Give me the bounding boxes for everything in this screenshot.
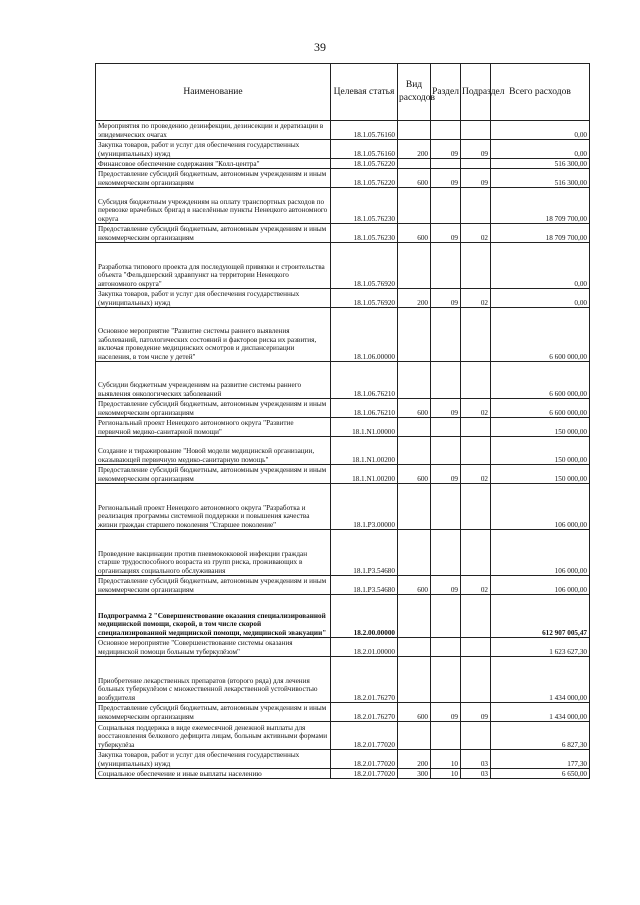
row-target-article-cell: 18.1.P3.54680 bbox=[331, 530, 398, 576]
row-name-cell: Закупка товаров, работ и услуг для обеспечения государственных (муниципальных) нужд bbox=[96, 750, 331, 769]
row-name-cell: Основное мероприятие "Совершенствование системы оказания медицинской помощи больным туберкулёзом" bbox=[96, 638, 331, 657]
table-row bbox=[96, 638, 590, 657]
row-section-cell bbox=[431, 188, 461, 224]
row-name-cell: Социальное обеспечение и иные выплаты населению bbox=[96, 769, 331, 779]
row-target-article-cell: 18.1.05.76220 bbox=[331, 159, 398, 169]
row-section-cell: 09 bbox=[431, 224, 461, 243]
row-section-cell: 09 bbox=[431, 289, 461, 308]
row-total-cell: 150 000,00 bbox=[491, 465, 590, 484]
table-row bbox=[96, 159, 590, 169]
table-row bbox=[96, 418, 590, 437]
row-section-cell: 09 bbox=[431, 140, 461, 159]
header-total: Всего расходов bbox=[491, 64, 590, 121]
row-expense-type-cell bbox=[398, 308, 431, 362]
table-row bbox=[96, 437, 590, 465]
table-row bbox=[96, 595, 590, 638]
table-row bbox=[96, 750, 590, 769]
row-name-cell: Основное мероприятие "Развитие системы раннего выявления заболеваний, патологических состояний и факторов риска их развития, включая проведение медицинских осмотров и диспансеризации населения, в том числе у детей" bbox=[96, 308, 331, 362]
table-row bbox=[96, 399, 590, 418]
row-name-cell: Закупка товаров, работ и услуг для обеспечения государственных (муниципальных) нужд bbox=[96, 289, 331, 308]
row-expense-type-cell bbox=[398, 437, 431, 465]
table-row bbox=[96, 243, 590, 289]
row-total-cell: 150 000,00 bbox=[491, 418, 590, 437]
row-name-cell: Предоставление субсидий бюджетным, автономным учреждениям и иным некоммерческим организациям bbox=[96, 703, 331, 722]
row-expense-type-cell bbox=[398, 159, 431, 169]
row-section-cell: 09 bbox=[431, 465, 461, 484]
row-expense-type-cell: 200 bbox=[398, 750, 431, 769]
row-total-cell: 18 709 700,00 bbox=[491, 224, 590, 243]
row-expense-type-cell: 300 bbox=[398, 769, 431, 779]
table-row bbox=[96, 657, 590, 703]
row-subsection-cell bbox=[461, 638, 491, 657]
row-total-cell: 1 434 000,00 bbox=[491, 657, 590, 703]
row-total-cell: 0,00 bbox=[491, 289, 590, 308]
row-subsection-cell: 03 bbox=[461, 769, 491, 779]
table-row bbox=[96, 169, 590, 188]
row-expense-type-cell bbox=[398, 188, 431, 224]
table-row bbox=[96, 703, 590, 722]
row-section-cell: 09 bbox=[431, 576, 461, 595]
row-expense-type-cell bbox=[398, 121, 431, 140]
row-name-cell: Социальная поддержка в виде ежемесячной денежной выплаты для восстановления белкового дефицита лицам, больным активными формами туберкулёза bbox=[96, 722, 331, 750]
row-target-article-cell: 18.1.05.76160 bbox=[331, 121, 398, 140]
row-target-article-cell: 18.1.N1.00200 bbox=[331, 465, 398, 484]
table-row bbox=[96, 121, 590, 140]
table-row bbox=[96, 576, 590, 595]
row-expense-type-cell bbox=[398, 362, 431, 399]
row-expense-type-cell: 600 bbox=[398, 169, 431, 188]
row-name-cell: Предоставление субсидий бюджетным, автономным учреждениям и иным некоммерческим организациям bbox=[96, 224, 331, 243]
row-target-article-cell: 18.1.05.76220 bbox=[331, 169, 398, 188]
row-subsection-cell bbox=[461, 243, 491, 289]
row-section-cell bbox=[431, 484, 461, 530]
row-target-article-cell: 18.2.01.77020 bbox=[331, 722, 398, 750]
row-subsection-cell bbox=[461, 484, 491, 530]
row-subsection-cell: 02 bbox=[461, 399, 491, 418]
row-target-article-cell: 18.1.P3.54680 bbox=[331, 576, 398, 595]
row-expense-type-cell: 200 bbox=[398, 289, 431, 308]
row-target-article-cell: 18.1.P3.00000 bbox=[331, 484, 398, 530]
row-target-article-cell: 18.1.05.76160 bbox=[331, 140, 398, 159]
row-expense-type-cell bbox=[398, 722, 431, 750]
row-target-article-cell: 18.2.01.77020 bbox=[331, 769, 398, 779]
row-section-cell: 10 bbox=[431, 750, 461, 769]
table-row bbox=[96, 465, 590, 484]
row-total-cell: 1 434 000,00 bbox=[491, 703, 590, 722]
row-name-cell: Мероприятия по проведению дезинфекции, дезинсекции и дератизации в эпидемических очагах bbox=[96, 121, 331, 140]
row-expense-type-cell bbox=[398, 530, 431, 576]
row-subsection-cell: 02 bbox=[461, 576, 491, 595]
row-target-article-cell: 18.2.01.76270 bbox=[331, 703, 398, 722]
row-total-cell: 150 000,00 bbox=[491, 437, 590, 465]
row-subsection-cell bbox=[461, 159, 491, 169]
row-section-cell bbox=[431, 722, 461, 750]
row-section-cell: 09 bbox=[431, 703, 461, 722]
row-target-article-cell: 18.1.05.76230 bbox=[331, 224, 398, 243]
row-subsection-cell bbox=[461, 437, 491, 465]
row-total-cell: 0,00 bbox=[491, 121, 590, 140]
row-subsection-cell: 02 bbox=[461, 465, 491, 484]
row-name-cell: Подпрограмма 2 "Совершенствование оказания специализированной медицинской помощи, скорой, в том числе скорой специализированной медицинской помощи, медицинской эвакуации" bbox=[96, 595, 331, 638]
table-row bbox=[96, 722, 590, 750]
table-row bbox=[96, 308, 590, 362]
row-name-cell: Закупка товаров, работ и услуг для обеспечения государственных (муниципальных) нужд bbox=[96, 140, 331, 159]
row-expense-type-cell: 600 bbox=[398, 703, 431, 722]
row-total-cell: 6 827,30 bbox=[491, 722, 590, 750]
table-row bbox=[96, 224, 590, 243]
header-expense-type: Вид расходов bbox=[398, 64, 431, 121]
table-row bbox=[96, 530, 590, 576]
row-section-cell bbox=[431, 308, 461, 362]
row-subsection-cell bbox=[461, 722, 491, 750]
table-row bbox=[96, 769, 590, 779]
row-total-cell: 1 623 627,30 bbox=[491, 638, 590, 657]
row-section-cell bbox=[431, 418, 461, 437]
row-total-cell: 612 907 005,47 bbox=[491, 595, 590, 638]
row-name-cell: Предоставление субсидий бюджетным, автономным учреждениям и иным некоммерческим организациям bbox=[96, 399, 331, 418]
row-target-article-cell: 18.1.06.00000 bbox=[331, 308, 398, 362]
row-name-cell: Проведение вакцинации против пневмококковой инфекции граждан старше трудоспособного возраста из групп риска, проживающих в организациях социального обслуживания bbox=[96, 530, 331, 576]
table-row bbox=[96, 188, 590, 224]
table-row bbox=[96, 362, 590, 399]
row-total-cell: 6 600 000,00 bbox=[491, 362, 590, 399]
row-target-article-cell: 18.2.01.77020 bbox=[331, 750, 398, 769]
row-total-cell: 177,30 bbox=[491, 750, 590, 769]
row-section-cell bbox=[431, 657, 461, 703]
row-target-article-cell: 18.1.05.76920 bbox=[331, 243, 398, 289]
row-subsection-cell bbox=[461, 657, 491, 703]
row-total-cell: 516 300,00 bbox=[491, 169, 590, 188]
row-section-cell bbox=[431, 530, 461, 576]
header-name: Наименование bbox=[96, 64, 331, 121]
row-total-cell: 0,00 bbox=[491, 243, 590, 289]
row-subsection-cell bbox=[461, 530, 491, 576]
row-total-cell: 6 650,00 bbox=[491, 769, 590, 779]
row-expense-type-cell: 600 bbox=[398, 465, 431, 484]
row-name-cell: Создание и тиражирование "Новой модели медицинской организации, оказывающей первичную медико-санитарную помощь" bbox=[96, 437, 331, 465]
row-subsection-cell: 02 bbox=[461, 289, 491, 308]
row-expense-type-cell bbox=[398, 243, 431, 289]
row-total-cell: 18 709 700,00 bbox=[491, 188, 590, 224]
row-section-cell bbox=[431, 362, 461, 399]
row-total-cell: 106 000,00 bbox=[491, 484, 590, 530]
row-expense-type-cell: 600 bbox=[398, 224, 431, 243]
row-subsection-cell: 03 bbox=[461, 750, 491, 769]
row-name-cell: Приобретение лекарственных препаратов (второго ряда) для лечения больных туберкулёзом с множественной лекарственной устойчивостью возбудителя bbox=[96, 657, 331, 703]
row-subsection-cell bbox=[461, 308, 491, 362]
row-expense-type-cell: 600 bbox=[398, 576, 431, 595]
row-name-cell: Региональный проект Ненецкого автономного округа "Развитие первичной медико-санитарной помощи" bbox=[96, 418, 331, 437]
row-section-cell bbox=[431, 121, 461, 140]
row-subsection-cell bbox=[461, 121, 491, 140]
row-section-cell bbox=[431, 638, 461, 657]
row-expense-type-cell bbox=[398, 484, 431, 530]
table-row bbox=[96, 484, 590, 530]
row-expense-type-cell bbox=[398, 638, 431, 657]
header-target-article: Целевая статья bbox=[331, 64, 398, 121]
row-section-cell bbox=[431, 159, 461, 169]
row-name-cell: Субсидии бюджетным учреждениям на развитие системы раннего выявления онкологических заболеваний bbox=[96, 362, 331, 399]
row-section-cell bbox=[431, 437, 461, 465]
row-target-article-cell: 18.1.N1.00200 bbox=[331, 437, 398, 465]
row-name-cell: Региональный проект Ненецкого автономного округа "Разработка и реализация программы системной поддержки и повышения качества жизни граждан старшего поколения "Старшее поколение" bbox=[96, 484, 331, 530]
row-name-cell: Разработка типового проекта для последующей привязки и строительства объекта "Фельдшерский здравпункт на территории Ненецкого автономного округа" bbox=[96, 243, 331, 289]
row-subsection-cell: 09 bbox=[461, 703, 491, 722]
row-name-cell: Предоставление субсидий бюджетным, автономным учреждениям и иным некоммерческим организациям bbox=[96, 465, 331, 484]
row-total-cell: 106 000,00 bbox=[491, 530, 590, 576]
table-row bbox=[96, 289, 590, 308]
row-target-article-cell: 18.2.01.00000 bbox=[331, 638, 398, 657]
header-section: Раздел bbox=[431, 64, 461, 121]
row-subsection-cell: 09 bbox=[461, 140, 491, 159]
row-target-article-cell: 18.1.06.76210 bbox=[331, 362, 398, 399]
row-expense-type-cell bbox=[398, 418, 431, 437]
header-subsection: Подраздел bbox=[461, 64, 491, 121]
row-total-cell: 516 300,00 bbox=[491, 159, 590, 169]
row-expense-type-cell bbox=[398, 595, 431, 638]
row-subsection-cell bbox=[461, 595, 491, 638]
row-expense-type-cell: 200 bbox=[398, 140, 431, 159]
row-name-cell: Предоставление субсидий бюджетным, автономным учреждениям и иным некоммерческим организациям bbox=[96, 576, 331, 595]
row-target-article-cell: 18.1.05.76920 bbox=[331, 289, 398, 308]
row-section-cell: 10 bbox=[431, 769, 461, 779]
budget-table bbox=[95, 63, 590, 779]
row-subsection-cell bbox=[461, 362, 491, 399]
row-subsection-cell: 09 bbox=[461, 169, 491, 188]
row-subsection-cell bbox=[461, 418, 491, 437]
row-subsection-cell bbox=[461, 188, 491, 224]
row-name-cell: Финансовое обеспечение содержания "Колл-центра" bbox=[96, 159, 331, 169]
row-target-article-cell: 18.2.00.00000 bbox=[331, 595, 398, 638]
row-expense-type-cell: 600 bbox=[398, 399, 431, 418]
row-name-cell: Субсидия бюджетным учреждениям на оплату транспортных расходов по перевозке врачебных бригад в населённые пункты Ненецкого автономного округа bbox=[96, 188, 331, 224]
row-expense-type-cell bbox=[398, 657, 431, 703]
row-total-cell: 106 000,00 bbox=[491, 576, 590, 595]
row-name-cell: Предоставление субсидий бюджетным, автономным учреждениям и иным некоммерческим организациям bbox=[96, 169, 331, 188]
table-header-row bbox=[96, 64, 590, 121]
row-total-cell: 6 600 000,00 bbox=[491, 399, 590, 418]
row-target-article-cell: 18.1.05.76230 bbox=[331, 188, 398, 224]
page-number: 39 bbox=[314, 40, 326, 54]
row-target-article-cell: 18.1.06.76210 bbox=[331, 399, 398, 418]
row-section-cell: 09 bbox=[431, 399, 461, 418]
row-total-cell: 0,00 bbox=[491, 140, 590, 159]
row-subsection-cell: 02 bbox=[461, 224, 491, 243]
row-section-cell: 09 bbox=[431, 169, 461, 188]
row-target-article-cell: 18.1.N1.00000 bbox=[331, 418, 398, 437]
row-section-cell bbox=[431, 595, 461, 638]
row-section-cell bbox=[431, 243, 461, 289]
row-target-article-cell: 18.2.01.76270 bbox=[331, 657, 398, 703]
row-total-cell: 6 600 000,00 bbox=[491, 308, 590, 362]
table-row bbox=[96, 140, 590, 159]
